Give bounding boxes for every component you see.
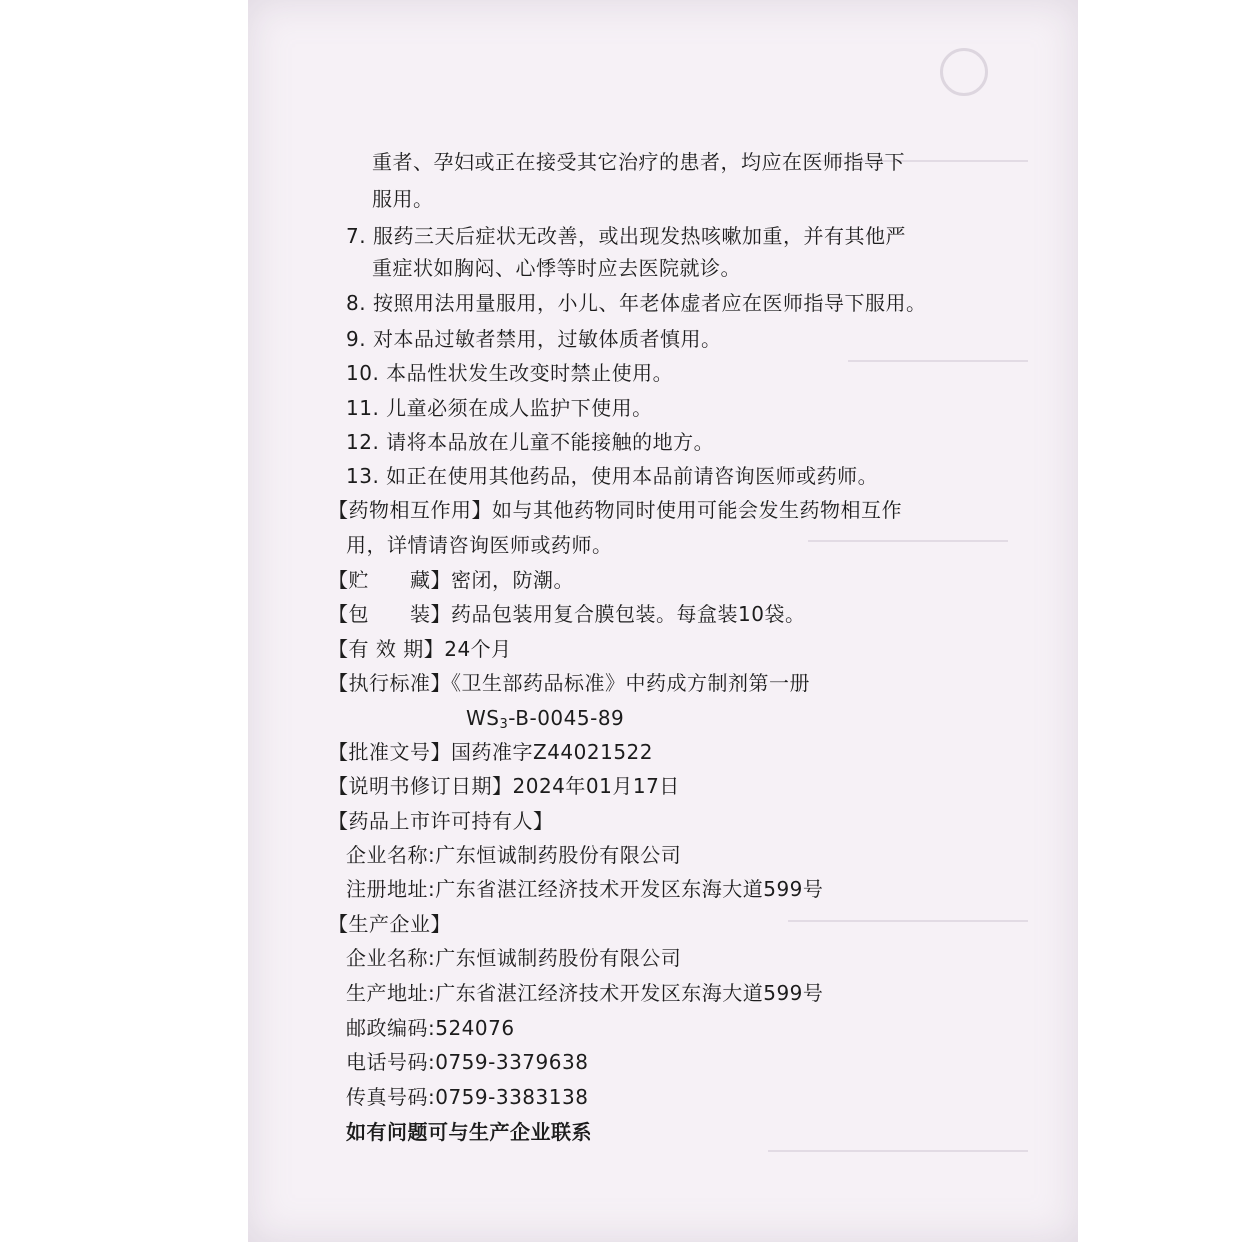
bleed-through-mark	[808, 540, 1008, 542]
precaution-item-7: 7. 服药三天后症状无改善，或出现发热咳嗽加重，并有其他严	[346, 224, 906, 248]
precaution-item-13: 13. 如正在使用其他药品，使用本品前请咨询医师或药师。	[346, 464, 879, 488]
mah-company-name: 企业名称:广东恒诚制药股份有限公司	[346, 843, 682, 867]
precaution-item-10: 10. 本品性状发生改变时禁止使用。	[346, 361, 674, 385]
precaution-item-11: 11. 儿童必须在成人监护下使用。	[346, 396, 653, 420]
shelf-life-line: 【有 效 期】24个月	[328, 637, 512, 661]
standard-code-subscript: 3	[499, 717, 509, 732]
bleed-through-mark	[848, 360, 1028, 362]
standard-line: 【执行标准】《卫生部药品标准》中药成方制剂第一册	[328, 671, 810, 695]
leaflet-page	[248, 0, 1078, 1242]
manufacturer-address: 生产地址:广东省湛江经济技术开发区东海大道599号	[346, 981, 824, 1005]
revision-date-line: 【说明书修订日期】2024年01月17日	[328, 774, 680, 798]
mah-address: 注册地址:广东省湛江经济技术开发区东海大道599号	[346, 877, 824, 901]
contact-note: 如有问题可与生产企业联系	[346, 1120, 592, 1144]
precaution-item-9: 9. 对本品过敏者禁用，过敏体质者慎用。	[346, 327, 722, 351]
precaution-item-12: 12. 请将本品放在儿童不能接触的地方。	[346, 430, 715, 454]
standard-code-rest: -B-0045-89	[508, 706, 625, 730]
bleed-through-mark	[788, 920, 1028, 922]
precaution-line: 重症状如胸闷、心悸等时应去医院就诊。	[372, 256, 741, 280]
bleed-through-logo-mark	[940, 48, 988, 96]
approval-number-line: 【批准文号】国药准字Z44021522	[328, 740, 653, 764]
storage-line: 【贮 藏】密闭，防潮。	[328, 568, 574, 592]
package-line: 【包 装】药品包装用复合膜包装。每盒装10袋。	[328, 602, 806, 626]
fax-number: 传真号码:0759-3383138	[346, 1085, 589, 1109]
manufacturer-heading: 【生产企业】	[328, 912, 451, 936]
drug-interaction-line: 用，详情请咨询医师或药师。	[346, 533, 613, 557]
phone-number: 电话号码:0759-3379638	[346, 1050, 589, 1074]
standard-code-prefix: WS	[466, 706, 500, 730]
mah-heading: 【药品上市许可持有人】	[328, 809, 554, 833]
manufacturer-company-name: 企业名称:广东恒诚制药股份有限公司	[346, 946, 682, 970]
precaution-line: 服用。	[372, 187, 434, 211]
postal-code: 邮政编码:524076	[346, 1016, 515, 1040]
bleed-through-mark	[768, 1150, 1028, 1152]
drug-interaction-line: 【药物相互作用】如与其他药物同时使用可能会发生药物相互作	[328, 498, 902, 522]
precaution-line: 重者、孕妇或正在接受其它治疗的患者，均应在医师指导下	[372, 150, 905, 174]
precaution-item-8: 8. 按照用法用量服用，小儿、年老体虚者应在医师指导下服用。	[346, 291, 927, 315]
